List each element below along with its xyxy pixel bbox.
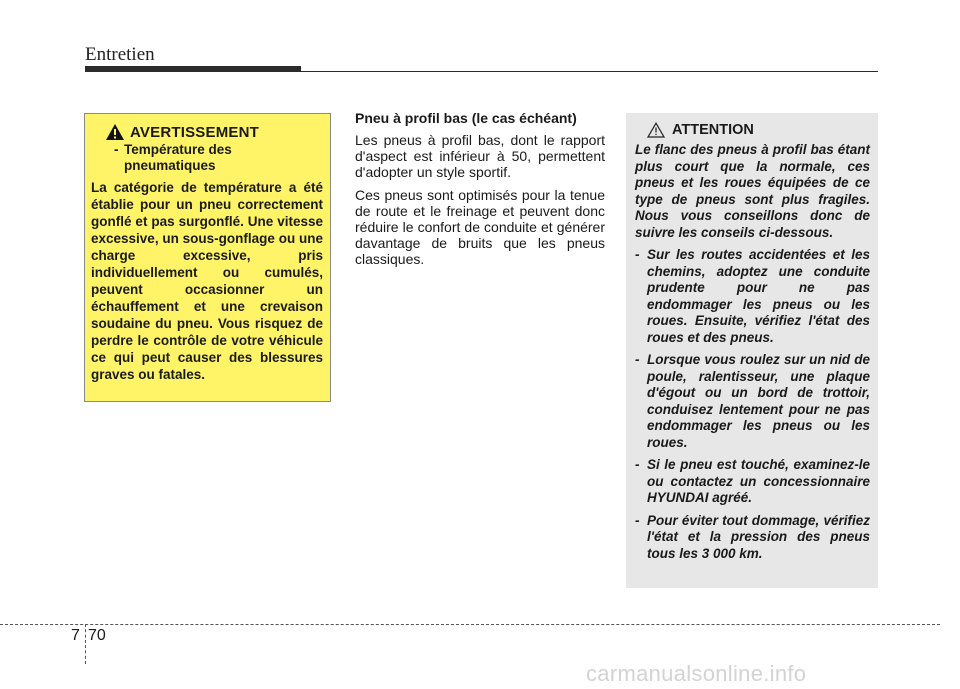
section-heading: Pneu à profil bas (le cas échéant): [355, 110, 577, 126]
list-item-text: Sur les routes accidentées et les chemins, adoptez une conduite prudente pour ne pas endommager les pneus ou les roues. Ensuite, vérifiez l'état des roues et des pneus.: [647, 247, 870, 345]
warning-subtitle-dash: -: [114, 142, 119, 157]
attention-header: [635, 122, 870, 138]
list-item-text: Si le pneu est touché, examinez-le ou contactez un concessionnaire HYUNDAI agréé.: [647, 457, 870, 505]
warning-box: [84, 113, 331, 402]
warning-header: [91, 123, 323, 141]
attention-intro: Le flanc des pneus à profil bas étant plus court que la normale, ces pneus et les roues équipées de ce type de pneus sont plus fragiles. Nous vous conseillons donc de suivre les conseils ci-dessous.: [635, 142, 870, 240]
list-dash: -: [635, 512, 640, 528]
paragraph: Les pneus à profil bas, dont le rapport d'aspect est inférieur à 50, permettent d'adopter un style sportif.: [355, 132, 605, 180]
attention-list: [635, 247, 870, 562]
warning-subtitle-text: Température des pneumatiques: [124, 142, 232, 173]
paragraph: Ces pneus sont optimisés pour la tenue de route et le freinage et peuvent donc réduire le confort de conduite et générer davantage de bruits que les pneus classiques.: [355, 187, 605, 267]
page-number: 70: [88, 627, 106, 644]
middle-column: [355, 110, 605, 274]
header-rule: [300, 71, 878, 72]
warning-body: La catégorie de température a été établie pour un pneu correctement gonflé et pas surgonflé. Une vitesse excessive, un sous-gonflage ou une charge excessive, pris individuellement ou cumulés, peuvent occasionner un échauffement et une crevaison soudaine du pneu. Vous risquez de perdre le contrôle de votre véhicule ce qui peut causer des blessures graves ou fatales.: [91, 180, 323, 382]
warning-subtitle: [91, 142, 323, 174]
caution-triangle-icon: [647, 122, 665, 138]
list-item: [635, 457, 870, 507]
footer-divider: [85, 624, 86, 664]
list-dash: -: [635, 457, 640, 472]
warning-title: AVERTISSEMENT: [130, 123, 260, 141]
list-item: [635, 352, 870, 451]
list-item: [635, 513, 870, 563]
attention-box: [626, 113, 878, 588]
list-item-text: Lorsque vous roulez sur un nid de poule, ralentisseur, une plaque d'égout ou un bord de trottoir, conduisez lentement pour ne pas endommager les pneus ou les roues.: [647, 352, 870, 450]
page-section-number: 7: [71, 627, 80, 644]
warning-triangle-icon: [105, 123, 125, 141]
header-bar: [85, 66, 301, 72]
footer-rule: [0, 624, 940, 625]
list-dash: -: [635, 247, 640, 262]
watermark: carmanualsonline.info: [586, 661, 807, 686]
list-item: [635, 247, 870, 346]
list-dash: -: [635, 352, 640, 367]
page-header-title: Entretien: [85, 44, 155, 65]
attention-title: ATTENTION: [672, 122, 754, 138]
list-item-text: Pour éviter tout dommage, vérifiez l'état et la pression des pneus tous les 3 000 km.: [647, 512, 870, 561]
